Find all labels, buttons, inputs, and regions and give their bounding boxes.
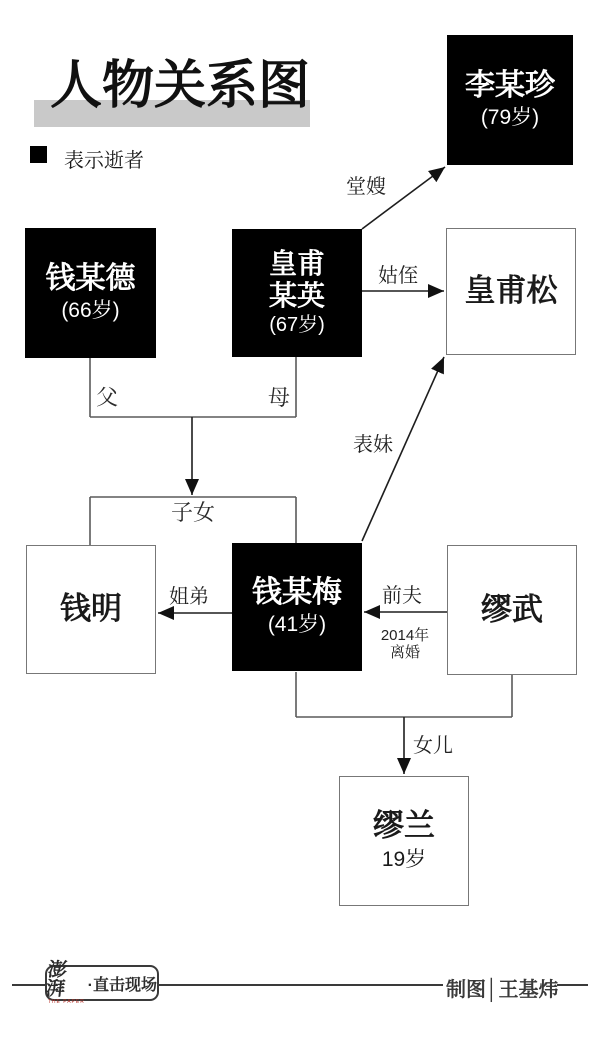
relation-label-tangsao: 堂嫂 — [346, 176, 386, 198]
parents-junction-lines — [90, 357, 296, 417]
divorce-word: 离婚 — [389, 644, 420, 662]
credit-text: 制图│王基炜 — [446, 979, 559, 1001]
relation-label-jiedi: 姐弟 — [169, 586, 209, 608]
footer-rule-right — [557, 984, 588, 986]
relation-label-guzhi: 姑侄 — [378, 265, 418, 287]
daughter-junction-lines — [296, 672, 512, 717]
relation-label-qianfu: 前夫 — [382, 585, 422, 607]
relation-label-nver: 女儿 — [413, 735, 453, 757]
legend-label: 表示逝者 — [64, 150, 144, 172]
node-li-mou-zhen — [447, 35, 573, 165]
node-miao-wu — [447, 545, 577, 675]
thepaper-logo-badge — [44, 960, 159, 1005]
person-name: 钱某德 — [45, 261, 136, 295]
node-huangfu-mou-ying — [232, 229, 362, 357]
person-name-line1: 皇甫 — [268, 247, 325, 279]
person-name: 缪兰 — [373, 808, 435, 844]
legend-deceased-swatch — [30, 146, 47, 163]
relation-label-divorce — [378, 627, 432, 662]
footer-rule-left — [12, 984, 45, 986]
person-name-line2: 某英 — [268, 280, 325, 311]
person-name: 李某珍 — [465, 68, 555, 102]
relation-label-mu: 母 — [268, 385, 291, 410]
person-age: 19岁 — [381, 847, 427, 871]
node-qian-mou-de — [25, 228, 156, 358]
person-name: 皇甫松 — [464, 273, 558, 309]
footer-rule-middle — [159, 984, 443, 986]
logo-channel-label: ·直击现场 — [87, 976, 157, 994]
node-qian-ming — [26, 545, 156, 674]
person-age: (79岁) — [480, 106, 540, 130]
person-name: 钱明 — [60, 591, 122, 627]
page-title: 人物关系图 — [50, 57, 311, 115]
node-huangfu-song — [446, 228, 576, 355]
thepaper-logo — [44, 960, 86, 1005]
thepaper-logo-cn-text: 澎湃 — [44, 960, 70, 1000]
person-name: 钱某梅 — [252, 575, 342, 609]
relation-label-biaomei: 表妹 — [353, 434, 393, 456]
divorce-year: 2014年 — [380, 627, 430, 644]
node-miao-lan — [339, 776, 469, 906]
person-age: (66岁) — [61, 299, 120, 323]
person-age: (67岁) — [269, 314, 325, 337]
relation-label-fu: 父 — [96, 385, 119, 410]
person-age: (41岁) — [267, 613, 327, 637]
node-qian-mou-mei — [232, 543, 362, 671]
thepaper-logo-en-text: THE PAPER — [47, 999, 85, 1005]
person-name: 缪武 — [481, 591, 543, 627]
relation-label-zinv: 子女 — [171, 500, 216, 525]
